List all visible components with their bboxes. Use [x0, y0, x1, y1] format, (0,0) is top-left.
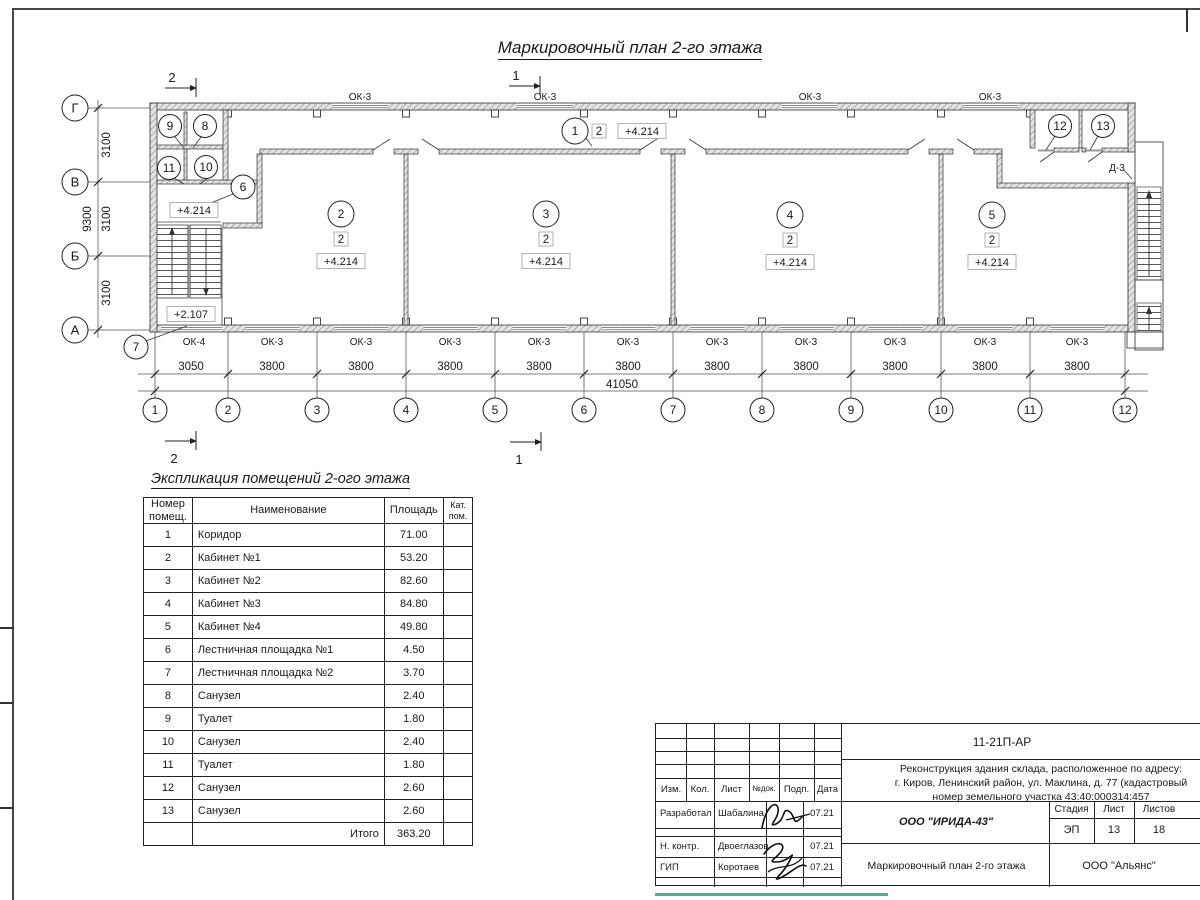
- dim-horizontal: 3800: [526, 361, 552, 373]
- window-label: ОК-3: [616, 337, 640, 348]
- table-row: 2 Кабинет №1 53.20: [144, 547, 473, 570]
- elevation-mark: +4.214: [625, 126, 659, 138]
- type-mark: 2: [542, 234, 550, 246]
- type-mark: 2: [337, 234, 345, 246]
- role-label: Н. контр.: [660, 841, 700, 852]
- col-list: Лист: [721, 784, 742, 795]
- role-name: Шабалина: [718, 808, 764, 819]
- project-desc-line2: г. Киров, Ленинский район, ул. Маклина, д. 77 (кадастровый: [894, 777, 1188, 789]
- role-date: 07.21: [810, 808, 834, 819]
- section-mark-1-bottom: 1: [515, 452, 523, 467]
- room-number: 12: [1053, 119, 1067, 133]
- dim-vertical-total: 9300: [82, 206, 94, 232]
- col-ndok: №док.: [752, 784, 776, 793]
- table-row: 10 Санузел 2.40: [144, 731, 473, 754]
- role-label: ГИП: [660, 862, 679, 873]
- axis-number: 11: [1023, 403, 1037, 417]
- sheet-label: Лист: [1103, 804, 1125, 815]
- window-label: ОК-3: [527, 337, 551, 348]
- signature-gip: [756, 836, 814, 884]
- stage-value: ЭП: [1063, 824, 1080, 836]
- window-label: ОК-3: [1065, 337, 1089, 348]
- dim-horizontal: 3050: [178, 361, 204, 373]
- type-mark: 2: [786, 235, 794, 247]
- section-mark-2-bottom: 2: [170, 451, 178, 466]
- role-label: Разработал: [660, 808, 712, 819]
- sheets-label: Листов: [1142, 804, 1176, 815]
- elevation-mark: +4.214: [324, 256, 358, 268]
- window-label: ОК-4: [182, 337, 206, 348]
- dim-horizontal: 3800: [348, 361, 374, 373]
- dim-horizontal: 3800: [972, 361, 998, 373]
- schedule-header-row: Номер помещ. Наименование Площадь Кат. пом.: [144, 498, 473, 524]
- room-number: 6: [239, 180, 247, 194]
- axis-number: 4: [402, 403, 410, 417]
- window-label: ОК-3: [260, 337, 284, 348]
- schedule-title: Экспликация помещений 2-ого этажа: [151, 471, 411, 487]
- schedule-table: [143, 497, 473, 846]
- axis-letter: В: [70, 174, 80, 190]
- table-row: 13 Санузел 2.60: [144, 800, 473, 823]
- signature-razrabotal: [756, 798, 814, 834]
- table-row: 5 Кабинет №4 49.80: [144, 616, 473, 639]
- elevation-mark: +2.107: [174, 309, 208, 321]
- stage-label: Стадия: [1054, 804, 1089, 815]
- dim-horizontal: 3800: [615, 361, 641, 373]
- section-mark-2-top: 2: [168, 70, 176, 85]
- room-number: 7: [132, 340, 140, 354]
- title-block: [655, 723, 1200, 886]
- elevation-mark: +4.214: [773, 257, 807, 269]
- sheet-value: 13: [1107, 824, 1121, 836]
- window-label: ОК-3: [798, 92, 822, 103]
- axis-number: 6: [580, 403, 588, 417]
- role-name: Коротаев: [718, 862, 760, 873]
- role-name: Двоеглазов: [718, 841, 769, 852]
- room-number: 4: [786, 208, 794, 222]
- window-label: ОК-3: [438, 337, 462, 348]
- project-desc-line3: номер земельного участка 43:40:000314:457: [932, 791, 1150, 803]
- table-row: 1 Коридор 71.00: [144, 524, 473, 547]
- table-row: 6 Лестничная площадка №1 4.50: [144, 639, 473, 662]
- axis-number: 2: [224, 403, 232, 417]
- room-number: 3: [542, 207, 550, 221]
- room-number: 5: [988, 208, 996, 222]
- section-mark-1-top: 1: [512, 68, 520, 83]
- window-label: ОК-3: [973, 337, 997, 348]
- table-row: 9 Туалет 1.80: [144, 708, 473, 731]
- dim-horizontal: 3800: [1064, 361, 1090, 373]
- axis-number: 3: [313, 403, 321, 417]
- window-label: ОК-3: [794, 337, 818, 348]
- table-row: 11 Туалет 1.80: [144, 754, 473, 777]
- dim-horizontal: 3800: [704, 361, 730, 373]
- room-number: 11: [162, 161, 176, 175]
- role-date: 07.21: [810, 862, 834, 873]
- dim-vertical: 3100: [101, 206, 113, 232]
- room-number: 9: [166, 119, 174, 133]
- org2: ООО "Альянс": [1082, 860, 1156, 872]
- role-date: 07.21: [810, 841, 834, 852]
- room-number: 10: [199, 160, 213, 174]
- dim-horizontal: 3800: [437, 361, 463, 373]
- room-number: 2: [337, 207, 345, 221]
- dim-horizontal-total: 41050: [606, 379, 638, 391]
- sheet-title: Маркировочный план 2-го этажа: [867, 860, 1026, 872]
- table-row: 4 Кабинет №3 84.80: [144, 593, 473, 616]
- axis-number: 8: [758, 403, 766, 417]
- axis-letter: Б: [70, 248, 80, 264]
- table-row: 7 Лестничная площадка №2 3.70: [144, 662, 473, 685]
- axis-number: 5: [491, 403, 499, 417]
- doc-code: 11-21П-АР: [972, 735, 1032, 749]
- org1: ООО "ИРИДА-43": [898, 816, 994, 828]
- col-izm: Изм.: [660, 784, 682, 795]
- dim-horizontal: 3800: [882, 361, 908, 373]
- dim-horizontal: 3800: [793, 361, 819, 373]
- room-number: 8: [201, 119, 209, 133]
- elevation-mark: +4.214: [975, 257, 1009, 269]
- window-label: ОК-3: [349, 337, 373, 348]
- dim-vertical: 3100: [101, 132, 113, 158]
- table-row: 3 Кабинет №2 82.60: [144, 570, 473, 593]
- window-label: ОК-3: [705, 337, 729, 348]
- elevation-mark: +4.214: [529, 256, 563, 268]
- letter-axes: [62, 95, 150, 343]
- window-label: ОК-3: [978, 92, 1002, 103]
- axis-number: 1: [151, 403, 159, 417]
- room-number: 13: [1096, 119, 1110, 133]
- axis-letter: Г: [71, 100, 79, 116]
- table-row: 12 Санузел 2.60: [144, 777, 473, 800]
- axis-number: 9: [847, 403, 855, 417]
- dim-horizontal: 3800: [259, 361, 285, 373]
- col-data: Дата: [816, 784, 839, 795]
- frame-tick-1: [0, 627, 14, 629]
- number-axes: [138, 332, 1148, 422]
- axis-number: 12: [1118, 403, 1132, 417]
- window-label: ОК-3: [883, 337, 907, 348]
- table-row: 8 Санузел 2.40: [144, 685, 473, 708]
- sheets-value: 18: [1152, 824, 1166, 836]
- col-kol: Кол.: [690, 784, 710, 795]
- frame-tick-3: [0, 807, 14, 809]
- door-label: Д-3: [1109, 163, 1125, 174]
- window-label: ОК-3: [348, 92, 372, 103]
- room-schedule: [143, 471, 473, 846]
- room-number: 1: [571, 124, 579, 138]
- schedule-total-row: Итого 363.20: [144, 823, 473, 846]
- page-title-text: Маркировочный план 2-го этажа: [498, 38, 763, 60]
- project-desc-line1: Реконструкция здания склада, расположенное по адресу:: [899, 763, 1183, 775]
- frame-tick-2: [0, 702, 14, 704]
- axis-number: 7: [669, 403, 677, 417]
- type-mark: 2: [988, 235, 996, 247]
- elevation-mark: +4.214: [177, 205, 211, 217]
- scan-artifact-line: [655, 893, 888, 896]
- leader-lines: [146, 136, 1132, 341]
- type-mark: 2: [595, 126, 603, 138]
- dim-vertical: 3100: [101, 280, 113, 306]
- col-podp: Подп.: [783, 784, 810, 795]
- axis-letter: А: [70, 322, 80, 338]
- axis-number: 10: [934, 403, 948, 417]
- window-label: ОК-3: [533, 92, 557, 103]
